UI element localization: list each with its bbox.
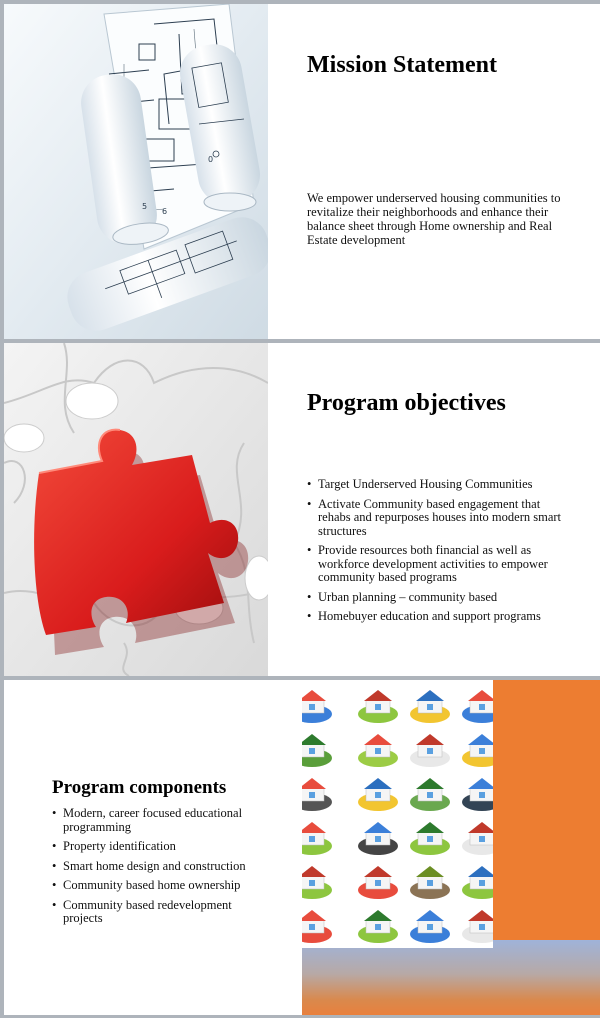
slide-program-objectives bbox=[4, 343, 600, 676]
city-icon bbox=[462, 910, 493, 943]
city-icon bbox=[358, 690, 398, 723]
red-puzzle-piece-image bbox=[4, 343, 268, 676]
slide-program-components bbox=[4, 680, 600, 1015]
city-icon bbox=[410, 690, 450, 723]
city-icon bbox=[302, 822, 332, 855]
blueprint-rolls-image bbox=[4, 4, 268, 339]
city-icon bbox=[302, 690, 332, 723]
city-icon bbox=[410, 822, 450, 855]
slide-mission-statement bbox=[4, 4, 600, 339]
city-icon bbox=[462, 778, 493, 811]
slide-title: Mission Statement bbox=[307, 52, 497, 78]
gradient-band bbox=[302, 940, 600, 1015]
city-icon bbox=[302, 910, 332, 943]
city-icon bbox=[358, 734, 398, 767]
slide-title: Program components bbox=[52, 777, 227, 798]
city-icon bbox=[462, 866, 493, 899]
list-item: • Community based redevelopment projects bbox=[52, 899, 252, 926]
components-list bbox=[52, 807, 252, 932]
svg-text:6: 6 bbox=[162, 207, 168, 216]
list-item: • Activate Community based engagement that rehabs and repurposes houses into modern smart structures bbox=[307, 498, 569, 539]
svg-text:0: 0 bbox=[208, 155, 214, 164]
svg-text:5: 5 bbox=[142, 202, 148, 211]
list-item: • Target Underserved Housing Communities bbox=[307, 478, 569, 492]
city-icon bbox=[410, 778, 450, 811]
mission-text: We empower underserved housing communities to revitalize their neighborhoods and enhance their balance sheet through Home ownership and Real Estate development bbox=[307, 191, 561, 247]
list-item: • Modern, career focused educational programming bbox=[52, 807, 252, 834]
list-item: • Urban planning – community based bbox=[307, 591, 569, 605]
city-icon bbox=[358, 910, 398, 943]
list-item: • Provide resources both financial as well as workforce development activities to empower community based programs bbox=[307, 544, 569, 585]
city-icon bbox=[462, 690, 493, 723]
city-icon bbox=[302, 778, 332, 811]
list-item: • Homebuyer education and support programs bbox=[307, 610, 569, 624]
slide-title: Program objectives bbox=[307, 390, 506, 416]
city-icon bbox=[302, 734, 332, 767]
city-icon bbox=[462, 822, 493, 855]
city-icon bbox=[358, 778, 398, 811]
list-item: • Community based home ownership bbox=[52, 879, 252, 893]
city-icon bbox=[302, 866, 332, 899]
city-icon bbox=[358, 822, 398, 855]
objectives-list bbox=[307, 478, 569, 630]
list-item: • Smart home design and construction bbox=[52, 860, 252, 874]
city-icon bbox=[462, 734, 493, 767]
orange-accent-block bbox=[493, 680, 600, 948]
city-icon bbox=[410, 910, 450, 943]
city-icon bbox=[410, 866, 450, 899]
list-item: • Property identification bbox=[52, 840, 252, 854]
city-icon bbox=[358, 866, 398, 899]
isometric-city-icons-image bbox=[302, 680, 493, 948]
city-icon bbox=[410, 734, 450, 767]
